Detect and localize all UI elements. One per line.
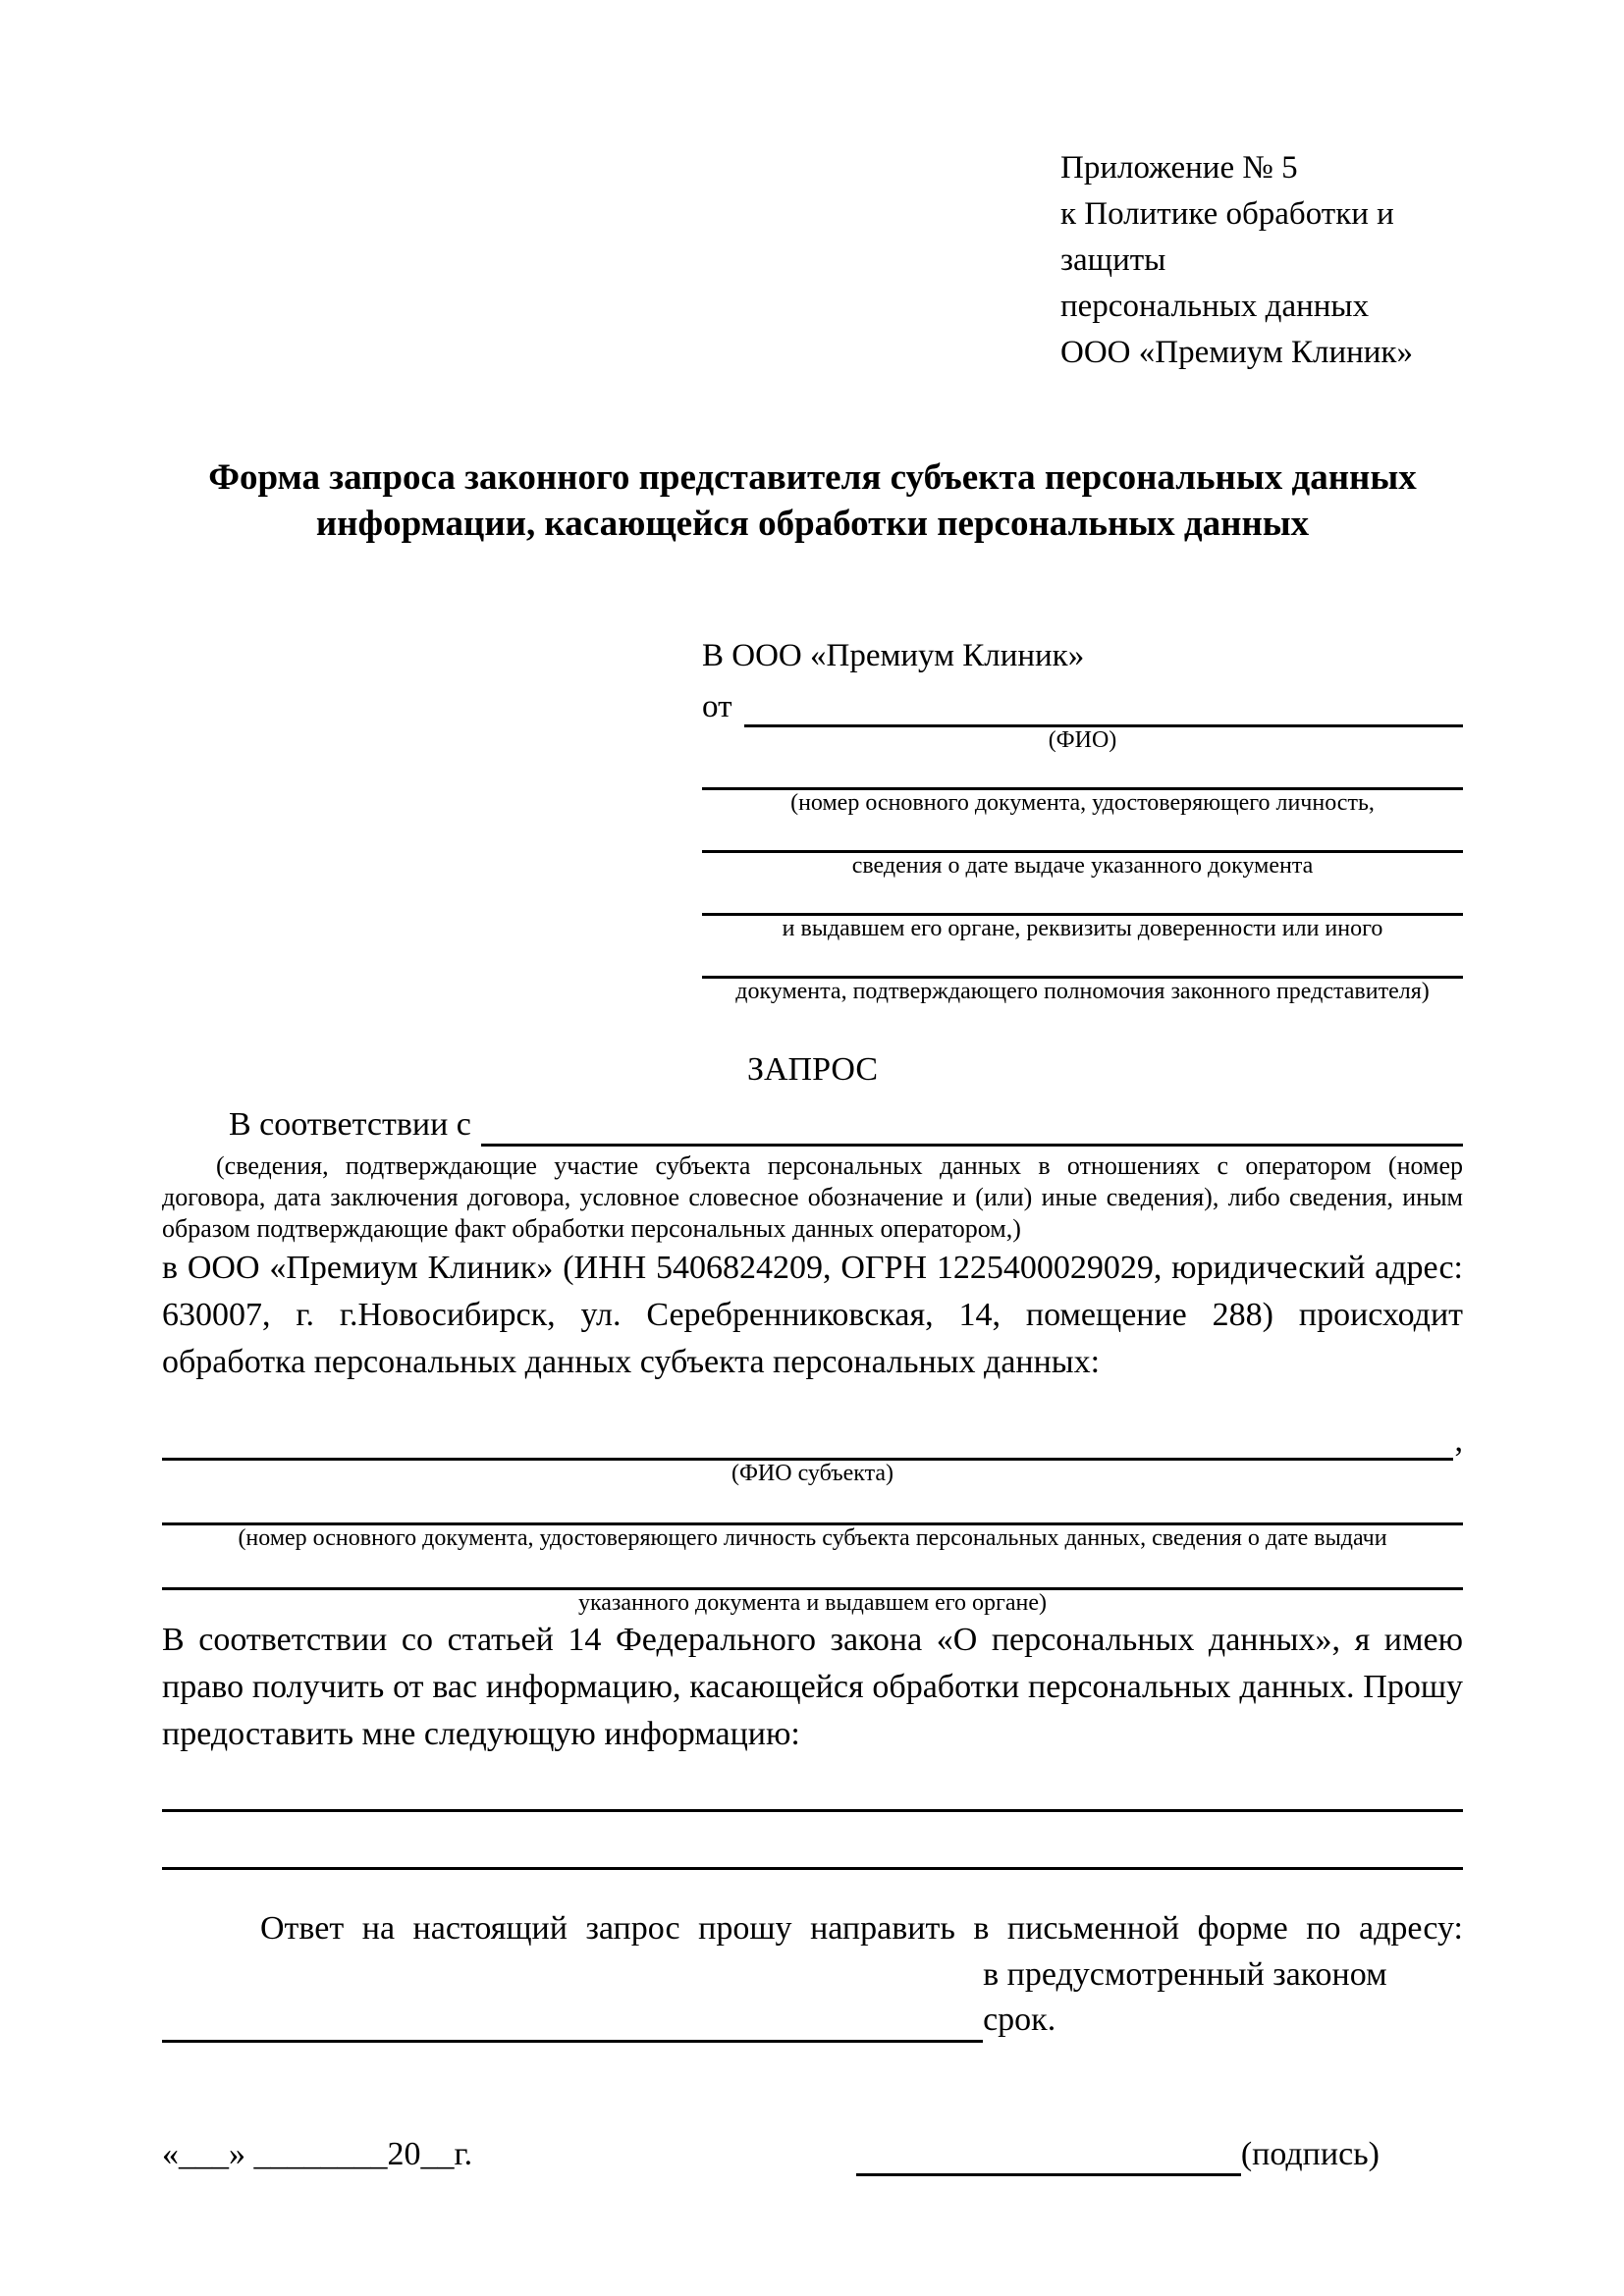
doc-caption-2: сведения о дате выдаче указанного документа <box>851 853 1314 879</box>
reply-paragraph: Ответ на настоящий запрос прошу направить в письменной форме по адресу: <box>260 1910 1463 1947</box>
document-title-line1: Форма запроса законного представителя субъекта персональных данных <box>208 457 1417 498</box>
subject-fio-comma: , <box>1454 1422 1463 1459</box>
operator-paragraph: в ООО «Премиум Клиник» (ИНН 5406824209, ОГРН 1225400029029, юридический адрес: 630007, г. г.Новосибирск, ул. Серебренниковская, 14, помещение 288) происходит обработка персональных данных субъекта персональных данных: <box>162 1250 1463 1380</box>
date-line: «___» ________20__г. <box>162 2136 473 2172</box>
annex-header-line: к Политике обработки и защиты <box>1060 196 1394 278</box>
representative-doc-field-2 <box>702 850 1463 880</box>
representative-doc-field-4 <box>702 976 1463 1005</box>
signature-underline <box>856 2173 1241 2176</box>
annex-header <box>1060 145 1463 376</box>
doc-caption-1: (номер основного документа, удостоверяющего личность, <box>790 790 1375 816</box>
document-title-line2: информации, касающейся обработки персональных данных <box>315 504 1310 544</box>
annex-header-line: персональных данных <box>1060 289 1370 324</box>
request-heading: ЗАПРОС <box>746 1051 879 1088</box>
law-paragraph: В соответствии со статьей 14 Федерального закона «О персональных данных», я имею право получить от вас информацию, касающейся обработки персональных данных. Прошу предоставить мне следующую информацию: <box>162 1622 1463 1752</box>
document-title <box>162 454 1463 547</box>
subject-doc-caption-2: указанного документа и выдавшем его органе) <box>577 1590 1048 1616</box>
basis-label: В соответствии с <box>229 1106 471 1143</box>
info-underline-1 <box>162 1809 1463 1812</box>
basis-underline <box>481 1144 1463 1147</box>
doc-caption-3: и выдавшем его органе, реквизиты доверенности или иного <box>782 916 1383 941</box>
footer-row <box>162 2133 1463 2176</box>
basis-row <box>162 1103 1463 1147</box>
reply-tail: в предусмотренный законом срок. <box>983 1956 1387 2038</box>
addressee-to: В ООО «Премиум Клиник» <box>702 638 1085 673</box>
representative-doc-field-3 <box>702 913 1463 942</box>
annex-header-line: Приложение № 5 <box>1060 150 1298 186</box>
subject-doc-field-1 <box>162 1522 1463 1552</box>
from-label: от <box>702 689 732 724</box>
info-underline-2 <box>162 1867 1463 1870</box>
subject-doc-field-2 <box>162 1587 1463 1617</box>
signature-caption: (подпись) <box>1240 2136 1380 2172</box>
basis-note: (сведения, подтверждающие участие субъекта персональных данных в отношениях с оператором (номер договора, дата заключения договора, условное словесное обозначение и (или) иные сведения), либо сведения, иным образом подтверждающие факт обработки персональных данных оператором,) <box>162 1151 1463 1243</box>
reply-address-row <box>162 1952 1463 2043</box>
subject-fio-caption: (ФИО субъекта) <box>731 1461 894 1486</box>
subject-doc-caption-1: (номер основного документа, удостоверяющего личность субъекта персональных данных, сведения о дате выдачи <box>238 1525 1387 1551</box>
addressee-block <box>702 635 1463 1005</box>
fio-caption: (ФИО) <box>1048 727 1117 753</box>
reply-address-underline <box>162 2040 983 2043</box>
representative-doc-field-1 <box>702 787 1463 817</box>
annex-header-line: ООО «Премиум Клиник» <box>1060 335 1413 370</box>
doc-caption-4: документа, подтверждающего полномочия законного представителя) <box>735 979 1430 1004</box>
signature-group <box>856 2133 1380 2176</box>
subject-fio-row <box>162 1421 1463 1461</box>
from-row <box>702 686 1463 727</box>
